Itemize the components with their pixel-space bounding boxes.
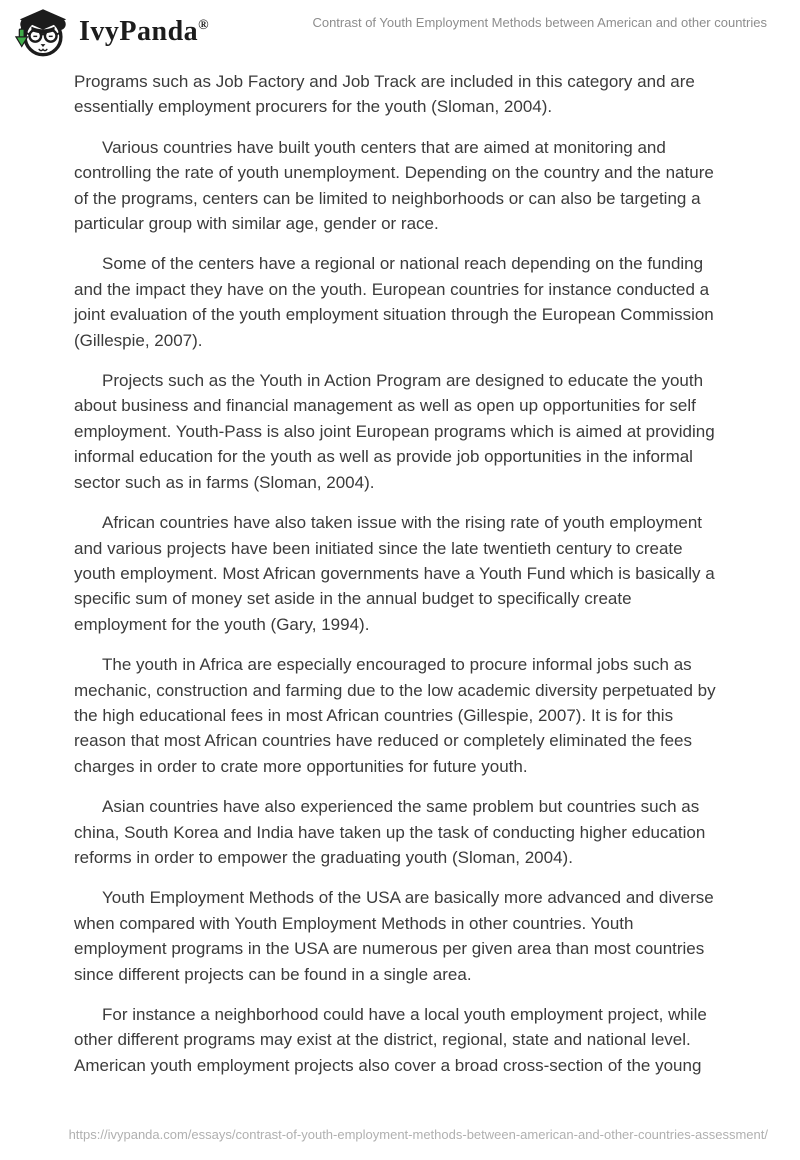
registered-trademark-symbol: ® [198, 18, 210, 33]
brand-name: IvyPanda® [79, 16, 210, 47]
essay-paragraph: Asian countries have also experienced the same problem but countries such as china, South Korea and India have taken up the task of conducting higher education reforms in order to empower the graduating youth (Sloman, 2004). [74, 797, 706, 867]
panda-graduation-logo-icon [14, 6, 72, 58]
ivypanda-brand [14, 6, 209, 58]
essay-paragraph: Various countries have built youth centers that are aimed at monitoring and controlling the rate of youth unemployment. Depending on the country and the nature of the programs, centers can be limited to neighborhoods or can also be targeting a particular group with similar age, gender or race. [74, 137, 714, 234]
essay-paragraph: The youth in Africa are especially encouraged to procure informal jobs such as mechanic, construction and farming due to the low academic diversity perpetuated by the high educational fees in most African countries (Gillespie, 2007). It is for this reason that most African countries have reduced or completely eliminated the fees charges in order to crate more opportunities for future youth. [74, 655, 716, 776]
essay-paragraph: African countries have also taken issue with the rising rate of youth employment and various projects have been initiated since the late twentieth century to create youth employment. Most African governments have a Youth Fund which is basically a specific sum of money set aside in the annual budget to specifically create employment for the youth (Gary, 1994). [74, 513, 715, 634]
essay-body [74, 69, 726, 1093]
essay-paragraph: For instance a neighborhood could have a local youth employment project, while other different programs may exist at the district, regional, state and national level. American youth employment projects also cover a broad cross-section of the young [74, 1005, 707, 1075]
essay-paragraph: Some of the centers have a regional or national reach depending on the funding and the impact they have on the youth. European countries for instance conducted a joint evaluation of the youth employment situation through the European Commission (Gillespie, 2007). [74, 254, 714, 350]
footer-source-url: https://ivypanda.com/essays/contrast-of-youth-employment-methods-between-american-and-other-countries-assessment/ [68, 1127, 768, 1142]
essay-paragraph: Youth Employment Methods of the USA are basically more advanced and diverse when compared with Youth Employment Methods in other countries. Youth employment programs in the USA are numerous per given area than most countries since different projects can be found in a single area. [74, 888, 714, 984]
document-title: Contrast of Youth Employment Methods between American and other countries [312, 15, 767, 30]
essay-paragraph: Programs such as Job Factory and Job Track are included in this category and are essentially employment procurers for the youth (Sloman, 2004). [74, 72, 695, 117]
essay-paragraph: Projects such as the Youth in Action Program are designed to educate the youth about business and financial management as well as open up opportunities for self employment. Youth-Pass is also joint European programs which is aimed at providing informal education for the youth as well as provide job opportunities in the informal sector such as in farms (Sloman, 2004). [74, 371, 715, 492]
